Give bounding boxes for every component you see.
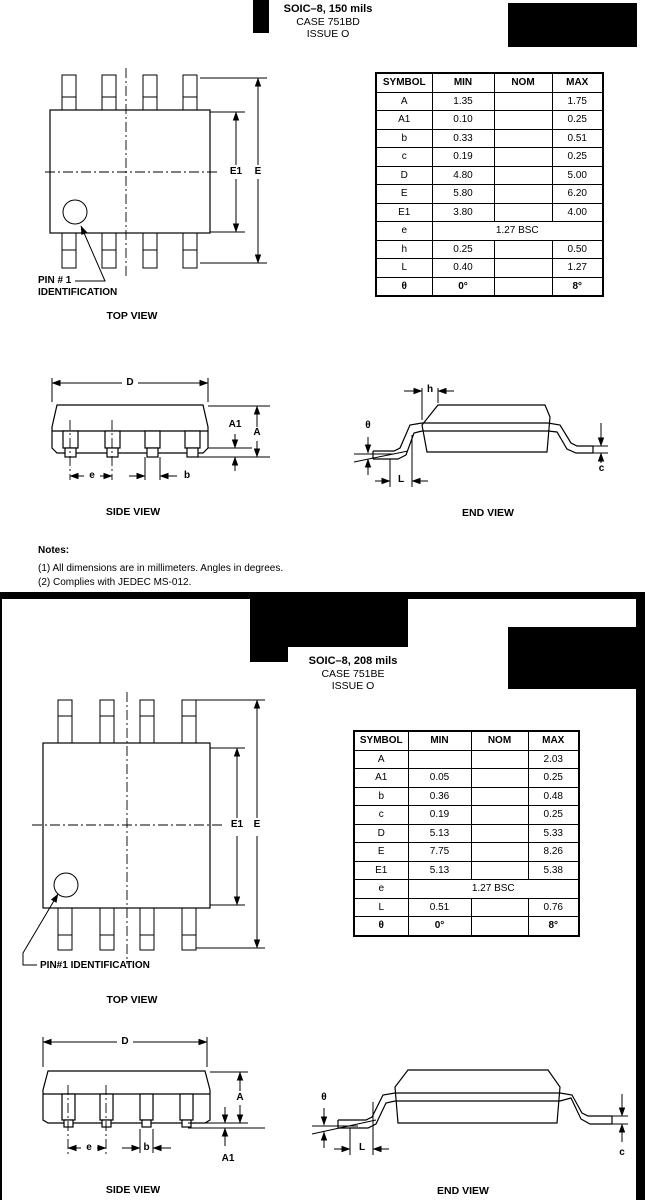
- cell-sym: b: [376, 129, 432, 148]
- side-view-figure-1: [30, 375, 290, 520]
- cell-max: 8°: [552, 277, 603, 296]
- dim-label-c: c: [595, 463, 608, 474]
- package-body: [43, 743, 210, 908]
- cell-span-value: 1.27 BSC: [432, 222, 603, 241]
- dim-label-e: e: [83, 1142, 95, 1153]
- issue-label: ISSUE O: [306, 28, 350, 41]
- cell-nom: [494, 148, 552, 167]
- cell-sym: A1: [376, 111, 432, 130]
- cell-min: 3.80: [432, 203, 494, 222]
- cell-sym: A: [376, 92, 432, 111]
- dim-label-E: E: [247, 819, 267, 830]
- cell-nom: [471, 861, 528, 880]
- case-number: CASE 751BE: [321, 667, 385, 680]
- cell-max: 0.51: [552, 129, 603, 148]
- dim-label-b: b: [141, 1142, 152, 1153]
- dim-label-e: e: [86, 470, 98, 481]
- cell-nom: [494, 185, 552, 204]
- spec-row: [376, 277, 603, 296]
- note-item: (2) Complies with JEDEC MS-012.: [38, 577, 192, 588]
- end-view-drawing: [310, 1040, 645, 1200]
- cell-min: [408, 750, 471, 769]
- cell-max: 2.03: [528, 750, 579, 769]
- cell-nom: [471, 769, 528, 788]
- issue-label: ISSUE O: [331, 680, 375, 693]
- dim-label-A: A: [250, 427, 264, 438]
- spec-row: [376, 111, 603, 130]
- dimension-lines: [43, 1037, 265, 1153]
- cell-span-value: 1.27 BSC: [408, 880, 579, 899]
- dim-label-h: h: [423, 384, 437, 395]
- cell-nom: [494, 111, 552, 130]
- col-header-symbol: SYMBOL: [376, 73, 432, 92]
- cell-sym: θ: [376, 277, 432, 296]
- header-row: [354, 731, 579, 750]
- cell-min: 0°: [432, 277, 494, 296]
- header-row: [376, 73, 603, 92]
- cell-nom: [471, 806, 528, 825]
- package-title: SOIC–8, 208 mils: [308, 655, 398, 667]
- cell-nom: [494, 259, 552, 278]
- end-view-drawing: [350, 375, 630, 520]
- lead-frame: [373, 423, 593, 459]
- cell-min: 0.40: [432, 259, 494, 278]
- spec-row: [354, 750, 579, 769]
- cell-min: 0.19: [432, 148, 494, 167]
- dim-label-A1: A1: [216, 1153, 240, 1164]
- dim-label-theta: θ: [361, 420, 375, 431]
- redaction-box: [508, 627, 643, 689]
- cell-nom: [494, 129, 552, 148]
- cell-nom: [494, 166, 552, 185]
- cell-min: 0.33: [432, 129, 494, 148]
- dimension-table-2: [353, 730, 580, 937]
- cell-max: 0.50: [552, 240, 603, 259]
- cell-max: 5.38: [528, 861, 579, 880]
- cell-min: 0.25: [432, 240, 494, 259]
- spec-row: [376, 185, 603, 204]
- spec-row: [354, 806, 579, 825]
- cell-max: 5.00: [552, 166, 603, 185]
- cell-sym: c: [354, 806, 408, 825]
- cell-max: 0.76: [528, 898, 579, 917]
- col-header-nom: NOM: [471, 731, 528, 750]
- redaction-box: [253, 0, 269, 33]
- dimension-lines: [354, 388, 608, 487]
- page-border-left: [0, 592, 2, 1200]
- spec-row: [354, 880, 579, 899]
- view-caption-side: SIDE VIEW: [105, 1184, 161, 1196]
- cell-min: 0.36: [408, 787, 471, 806]
- cell-nom: [471, 787, 528, 806]
- top-view-drawing: [30, 65, 280, 325]
- pins: [62, 1094, 193, 1127]
- spec-row: [354, 917, 579, 936]
- cell-sym: A1: [354, 769, 408, 788]
- cell-sym: E: [354, 843, 408, 862]
- case-number: CASE 751BD: [296, 15, 360, 28]
- view-caption-end: END VIEW: [437, 1185, 489, 1197]
- dim-label-A1: A1: [224, 419, 246, 430]
- cell-nom: [471, 750, 528, 769]
- cell-sym: e: [376, 222, 432, 241]
- cell-max: 4.00: [552, 203, 603, 222]
- dim-label-A: A: [233, 1092, 247, 1103]
- redaction-box: [508, 3, 637, 47]
- dim-label-E: E: [248, 166, 268, 177]
- dim-label-b: b: [181, 470, 193, 481]
- cell-max: 6.20: [552, 185, 603, 204]
- col-header-min: MIN: [432, 73, 494, 92]
- package-body: [50, 110, 210, 233]
- dim-label-D: D: [123, 377, 137, 388]
- cell-sym: D: [354, 824, 408, 843]
- top-view-figure-2: [15, 692, 275, 1012]
- package-body: [422, 405, 550, 452]
- cell-sym: θ: [354, 917, 408, 936]
- end-view-figure-2: [310, 1040, 645, 1200]
- spec-row: [354, 769, 579, 788]
- cell-sym: D: [376, 166, 432, 185]
- dim-label-L: L: [356, 1142, 368, 1153]
- cell-sym: A: [354, 750, 408, 769]
- cell-max: 0.25: [552, 148, 603, 167]
- side-view-drawing: [30, 375, 290, 520]
- cell-sym: E1: [376, 203, 432, 222]
- cell-nom: [471, 824, 528, 843]
- cell-sym: E: [376, 185, 432, 204]
- pin1-label-line1: PIN # 1: [38, 275, 72, 286]
- spec-row: [376, 92, 603, 111]
- note-item: (1) All dimensions are in millimeters. Angles in degrees.: [38, 563, 284, 574]
- spec-row: [376, 166, 603, 185]
- spec-row: [376, 259, 603, 278]
- cell-min: 0.10: [432, 111, 494, 130]
- cell-max: 0.25: [528, 806, 579, 825]
- cell-nom: [471, 917, 528, 936]
- spec-row: [376, 240, 603, 259]
- col-header-max: MAX: [528, 731, 579, 750]
- cell-min: 0.05: [408, 769, 471, 788]
- cell-sym: b: [354, 787, 408, 806]
- side-view-drawing: [20, 1035, 280, 1200]
- cell-max: 8.26: [528, 843, 579, 862]
- cell-nom: [471, 898, 528, 917]
- dim-label-E1: E1: [223, 819, 251, 830]
- notes-title: Notes:: [38, 545, 70, 556]
- view-caption-top: TOP VIEW: [106, 310, 158, 322]
- cell-min: 0.19: [408, 806, 471, 825]
- cell-nom: [494, 277, 552, 296]
- top-view-figure-1: [30, 65, 280, 325]
- pin1-label-line2: IDENTIFICATION: [38, 287, 118, 298]
- cell-nom: [494, 240, 552, 259]
- cell-min: 5.13: [408, 824, 471, 843]
- cell-min: 0°: [408, 917, 471, 936]
- dim-label-E1: E1: [222, 166, 250, 177]
- spec-row: [376, 222, 603, 241]
- notes-block: [38, 545, 283, 589]
- spec-row: [354, 824, 579, 843]
- dimension-table-1: [375, 72, 604, 297]
- dim-label-theta: θ: [317, 1092, 331, 1103]
- package-title: SOIC–8, 150 mils: [283, 3, 373, 15]
- spec-row: [376, 203, 603, 222]
- view-caption-side: SIDE VIEW: [105, 506, 161, 518]
- cell-nom: [471, 843, 528, 862]
- end-view-figure-1: [350, 375, 630, 520]
- cell-max: 1.27: [552, 259, 603, 278]
- dim-label-L: L: [394, 474, 408, 485]
- view-caption-top: TOP VIEW: [106, 994, 158, 1006]
- cell-sym: e: [354, 880, 408, 899]
- col-header-max: MAX: [552, 73, 603, 92]
- col-header-min: MIN: [408, 731, 471, 750]
- col-header-nom: NOM: [494, 73, 552, 92]
- cell-max: 0.48: [528, 787, 579, 806]
- cell-nom: [494, 203, 552, 222]
- cell-sym: E1: [354, 861, 408, 880]
- section2-title-block: [263, 655, 443, 693]
- pin1-label: PIN#1 IDENTIFICATION: [40, 960, 150, 971]
- redaction-box: [250, 597, 408, 647]
- spec-row: [354, 898, 579, 917]
- cell-min: 5.80: [432, 185, 494, 204]
- cell-min: 7.75: [408, 843, 471, 862]
- cell-min: 5.13: [408, 861, 471, 880]
- cell-nom: [494, 92, 552, 111]
- cell-max: 5.33: [528, 824, 579, 843]
- cell-max: 1.75: [552, 92, 603, 111]
- dim-label-c: c: [616, 1147, 628, 1158]
- cell-sym: L: [376, 259, 432, 278]
- cell-min: 4.80: [432, 166, 494, 185]
- side-view-figure-2: [20, 1035, 280, 1200]
- cell-sym: h: [376, 240, 432, 259]
- cell-sym: L: [354, 898, 408, 917]
- cell-sym: c: [376, 148, 432, 167]
- col-header-symbol: SYMBOL: [354, 731, 408, 750]
- spec-row: [376, 148, 603, 167]
- spec-row: [376, 129, 603, 148]
- pin1-leader-line: [75, 226, 105, 281]
- package-body: [395, 1070, 560, 1123]
- dim-label-D: D: [118, 1036, 132, 1047]
- spec-row: [354, 861, 579, 880]
- spec-row: [354, 787, 579, 806]
- cell-max: 0.25: [528, 769, 579, 788]
- spec-row: [354, 843, 579, 862]
- view-caption-end: END VIEW: [462, 507, 514, 519]
- cell-max: 8°: [528, 917, 579, 936]
- cell-min: 1.35: [432, 92, 494, 111]
- cell-max: 0.25: [552, 111, 603, 130]
- cell-min: 0.51: [408, 898, 471, 917]
